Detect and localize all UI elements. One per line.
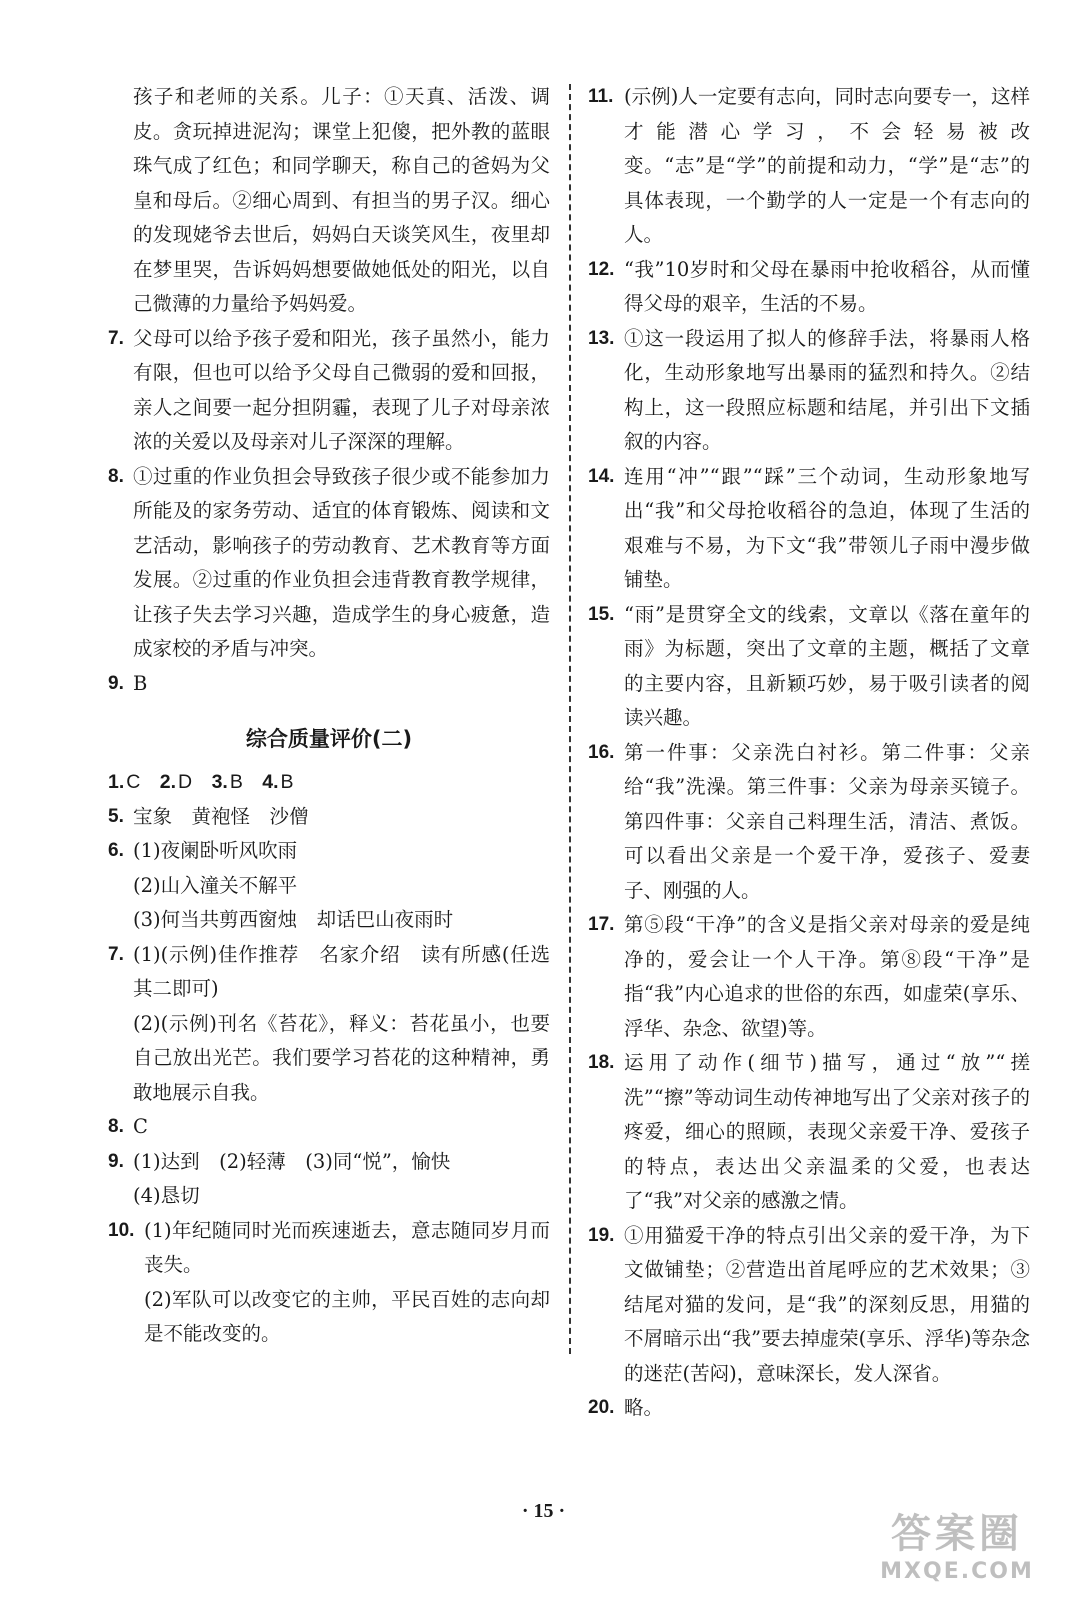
answer-number: 10. bbox=[108, 1219, 135, 1241]
answer-number: 3. bbox=[211, 771, 228, 793]
answer-line: (3)何当共剪西窗烛 却话巴山夜雨时 bbox=[133, 908, 454, 931]
answer-choice: B bbox=[229, 771, 243, 793]
answer-text: 孩子和老师的关系。儿子：①天真、活泼、调皮。贪玩掉进泥沟；课堂上犯傻，把外教的蓝眼珠气成了红色；和同学聊天，称自己的爸妈为父皇和母后。②细心周到、有担当的男子汉。细心的发现姥爷去世后，妈妈白天谈笑风生，夜里却在梦里哭，告诉妈妈想要做她低处的阳光，以自己微薄的力量给予妈妈爱。 bbox=[133, 85, 550, 315]
answer-number: 16. bbox=[588, 741, 615, 763]
answer-item bbox=[588, 322, 1030, 460]
answer-line: 宝象 黄袍怪 沙僧 bbox=[133, 804, 309, 828]
answer-number: 2. bbox=[159, 771, 177, 793]
answer-text: “我”10岁时和父母在暴雨中抢收稻谷，从而懂得父母的艰辛，生活的不易。 bbox=[624, 257, 1030, 315]
answer-number: 20. bbox=[588, 1397, 615, 1418]
answer-item bbox=[108, 800, 550, 835]
answer-line: (1)达到 (2)轻薄 (3)同“悦”，愉快 bbox=[133, 1149, 451, 1173]
answer-item bbox=[588, 1391, 1030, 1426]
answer-text: 运用了动作(细节)描写，通过“放”“搓洗”“擦”等动词生动传神地写出了父亲对孩子的疼爱，细心的照顾，表现父亲爱干净、爱孩子的特点，表达出父亲温柔的父爱，也表达了“我”对父亲的感激之情。 bbox=[624, 1051, 1030, 1212]
answer-item bbox=[588, 1219, 1030, 1392]
answer-text: 连用“冲”“跟”“踩”三个动词，生动形象地写出“我”和父母抢收稻谷的急迫，体现了生活的艰难与不易，为下文“我”带领儿子雨中漫步做铺垫。 bbox=[624, 464, 1030, 591]
answer-item bbox=[108, 834, 550, 938]
answer-line: (1)年纪随同时光而疾速逝去，意志随同岁月而丧失。 bbox=[144, 1218, 550, 1276]
answer-number: 4. bbox=[262, 771, 279, 793]
left-column bbox=[108, 80, 550, 1352]
answer-text: 第⑤段“干净”的含义是指父亲对母亲的爱是纯净的，爱会让一个人干净。第⑧段“干净”是指“我”内心追求的世俗的东西，如虚荣(享乐、浮华、杂念、欲望)等。 bbox=[624, 913, 1030, 1040]
answer-number: 7. bbox=[108, 943, 124, 965]
answer-number: 5. bbox=[108, 805, 124, 827]
section-title: 综合质量评价(二) bbox=[245, 727, 413, 751]
answer-choice: D bbox=[178, 771, 193, 793]
answer-number: 1. bbox=[108, 771, 125, 793]
answer-text: B bbox=[133, 671, 148, 695]
answer-text: ①过重的作业负担会导致孩子很少或不能参加力所能及的家务劳动、适宜的体育锻炼、阅读和文艺活动，影响孩子的劳动教育、艺术教育等方面发展。②过重的作业负担会违背教育教学规律，让孩子失去学习兴趣，造成学生的身心疲惫，造成家校的矛盾与冲突。 bbox=[133, 464, 550, 660]
answer-item bbox=[108, 1214, 550, 1352]
answer-line: (1)(示例)佳作推荐 名家介绍 读有所感(任选其二即可) bbox=[133, 942, 550, 1000]
answer-number: 9. bbox=[108, 672, 124, 694]
multiple-choice-row bbox=[108, 765, 550, 800]
answer-item bbox=[588, 460, 1030, 598]
answer-text: 第一件事：父亲洗白衬衫。第二件事：父亲给“我”洗澡。第三件事：父亲为母亲买镜子。第四件事：父亲自己料理生活，清洁、煮饭。可以看出父亲是一个爱干净，爱孩子、爱妻子、刚强的人。 bbox=[624, 740, 1030, 902]
answer-item bbox=[588, 736, 1030, 909]
answer-number: 15. bbox=[588, 603, 615, 625]
answer-number: 17. bbox=[588, 914, 615, 935]
answer-item bbox=[588, 908, 1030, 1046]
answer-number: 9. bbox=[108, 1150, 124, 1172]
watermark-logo bbox=[857, 1502, 1057, 1582]
answer-line: (1)夜阑卧听风吹雨 bbox=[133, 839, 298, 862]
page-number: · 15 · bbox=[521, 1500, 566, 1522]
answer-number: 8. bbox=[108, 465, 124, 487]
answer-item bbox=[108, 460, 550, 667]
answer-number: 11. bbox=[588, 86, 614, 107]
answer-text: 父母可以给予孩子爱和阳光，孩子虽然小，能力有限，但也可以给予父母自己微弱的爱和回报，亲人之间要一起分担阴霾，表现了儿子对母亲浓浓的关爱以及母亲对儿子深深的理解。 bbox=[133, 326, 550, 453]
watermark-text-top: 答案圈 bbox=[891, 1511, 1023, 1557]
answer-line: (2)山入潼关不解平 bbox=[133, 873, 298, 897]
answer-item bbox=[108, 938, 550, 1111]
answer-number: 12. bbox=[588, 258, 615, 280]
answer-line: (4)恳切 bbox=[133, 1184, 200, 1207]
answer-text: 略。 bbox=[624, 1396, 664, 1419]
answer-choice: C bbox=[126, 771, 141, 793]
answer-item bbox=[588, 80, 1030, 253]
answer-item bbox=[108, 667, 550, 702]
answer-continuation bbox=[108, 80, 550, 322]
answer-line: C bbox=[133, 1115, 148, 1138]
answer-choice: B bbox=[280, 771, 294, 793]
answer-number: 13. bbox=[588, 327, 615, 349]
answer-line: (2)军队可以改变它的主帅，平民百姓的志向却是不能改变的。 bbox=[144, 1287, 550, 1345]
answer-text: “雨”是贯穿全文的线索，文章以《落在童年的雨》为标题，突出了文章的主题，概括了文章的主要内容，且新颖巧妙，易于吸引读者的阅读兴趣。 bbox=[624, 602, 1030, 729]
column-divider bbox=[569, 84, 571, 1354]
answer-item bbox=[588, 598, 1030, 736]
answer-item bbox=[108, 322, 550, 460]
answer-number: 6. bbox=[108, 840, 124, 861]
answer-number: 14. bbox=[588, 465, 615, 487]
answer-item bbox=[108, 1110, 550, 1145]
answer-text: ①这一段运用了拟人的修辞手法，将暴雨人格化，生动形象地写出暴雨的猛烈和持久。②结构上，这一段照应标题和结尾，并引出下文插叙的内容。 bbox=[624, 326, 1030, 453]
answer-number: 18. bbox=[588, 1052, 615, 1073]
answer-number: 8. bbox=[108, 1116, 124, 1137]
answer-text: ①用猫爱干净的特点引出父亲的爱干净，为下文做铺垫；②营造出首尾呼应的艺术效果；③结尾对猫的发问，是“我”的深刻反思，用猫的不屑暗示出“我”要去掉虚荣(享乐、浮华)等杂念的迷茫(苦闷)，意味深长，发人深省。 bbox=[624, 1223, 1030, 1385]
answer-text: (示例)人一定要有志向，同时志向要专一，这样才能潜心学习，不会轻易被改变。“志”是“学”的前提和动力，“学”是“志”的具体表现，一个勤学的人一定是一个有志向的人。 bbox=[624, 85, 1030, 246]
answer-number: 7. bbox=[108, 327, 124, 349]
answer-number: 19. bbox=[588, 1224, 615, 1246]
answer-item bbox=[108, 1145, 550, 1214]
answer-item bbox=[588, 253, 1030, 322]
right-column bbox=[588, 80, 1030, 1426]
answer-item bbox=[588, 1046, 1030, 1219]
watermark-text-bottom: MXQE.COM bbox=[880, 1559, 1034, 1584]
answer-line: (2)(示例)刊名《苔花》，释义：苔花虽小，也要自己放出光芒。我们要学习苔花的这种精神，勇敢地展示自我。 bbox=[133, 1011, 550, 1104]
